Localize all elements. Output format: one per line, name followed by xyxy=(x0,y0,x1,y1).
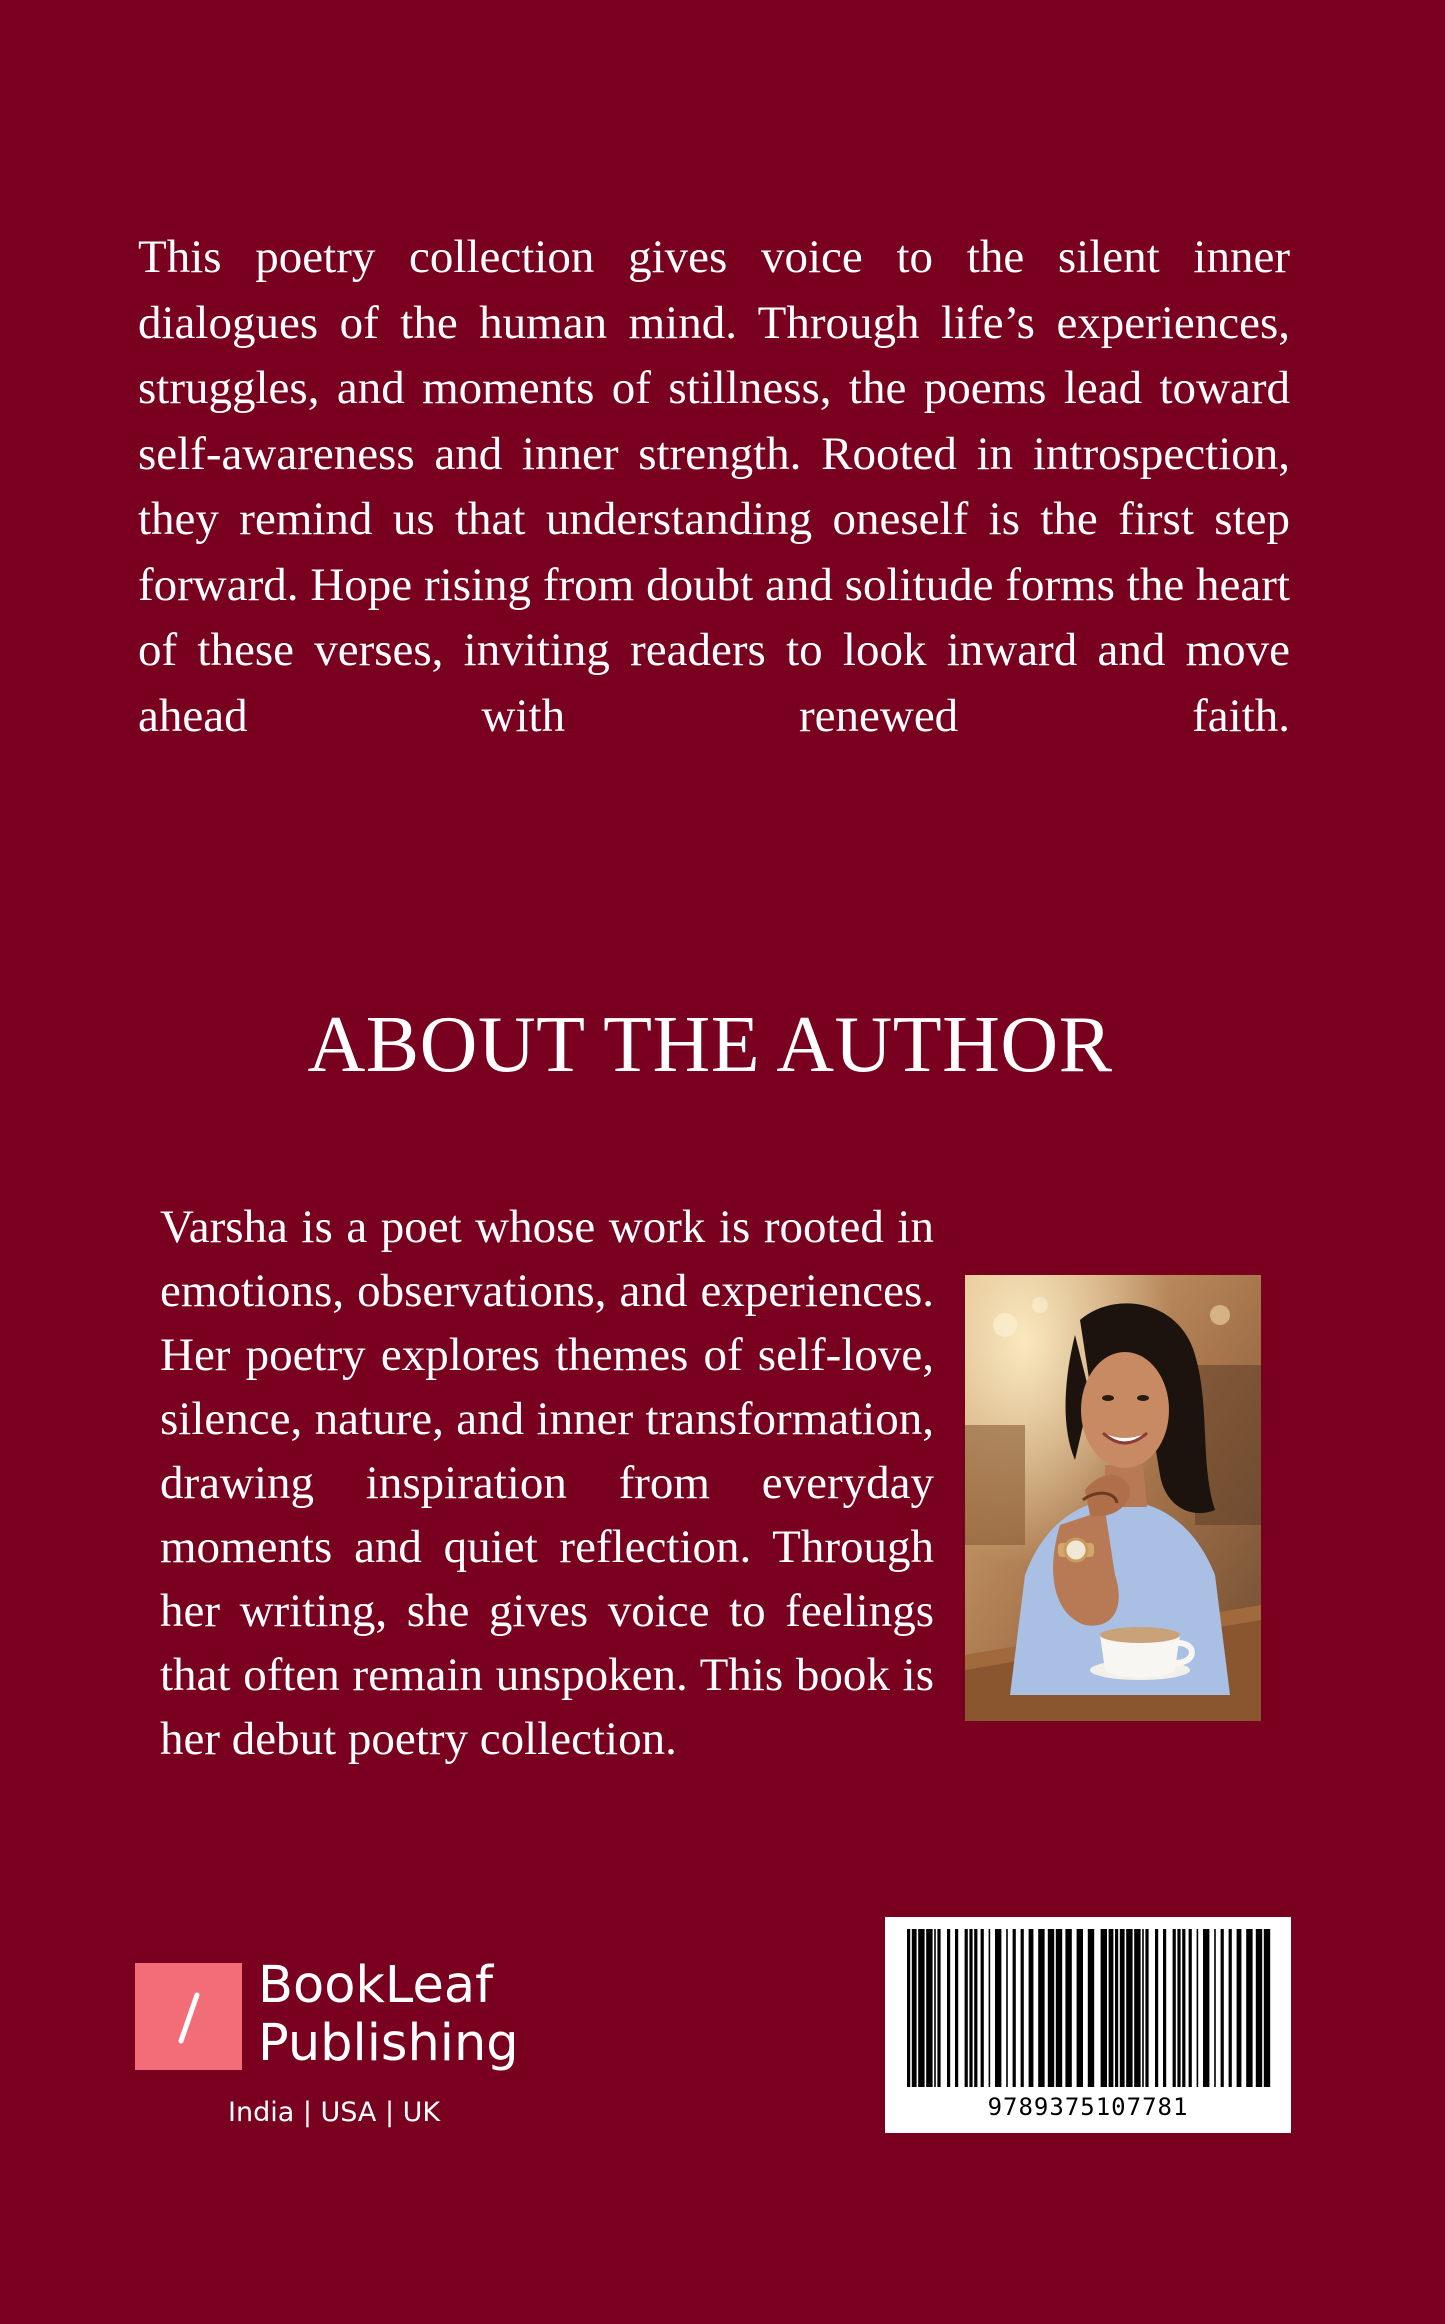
barcode-bar xyxy=(1088,1929,1094,2087)
author-bio: Varsha is a poet whose work is rooted in emotions, observations, and experiences. Her poetry explores themes of self-love, silence, nature, and inner transformation, drawing inspiration from everyday moments and quiet reflection. Through her writing, she gives voice to feelings that often remain unspoken. This book is her debut poetry collection. xyxy=(160,1201,934,1765)
publisher-name xyxy=(258,1957,519,2073)
barcode-bar xyxy=(969,1929,972,2087)
barcode-bar xyxy=(1214,1929,1216,2087)
barcode-bar xyxy=(926,1929,932,2087)
barcode-bar xyxy=(1109,1929,1114,2087)
barcode-bar xyxy=(1177,1929,1180,2087)
barcode-bar xyxy=(1126,1929,1132,2087)
barcode-bar xyxy=(1134,1929,1140,2087)
barcode-bar xyxy=(912,1929,917,2087)
barcode-bar xyxy=(1142,1929,1144,2087)
barcode-bar xyxy=(981,1929,984,2087)
barcode-bar xyxy=(989,1929,991,2087)
publisher-logo xyxy=(135,1956,555,2133)
barcode-bar xyxy=(1237,1929,1242,2087)
barcode-bar xyxy=(934,1929,936,2087)
isbn-number: 9789375107781 xyxy=(987,2093,1189,2121)
barcode-bar xyxy=(1006,1929,1008,2087)
barcode-bar xyxy=(907,1929,910,2087)
barcode-bar xyxy=(1065,1929,1071,2087)
slash-icon xyxy=(135,1963,242,2070)
barcode-bar xyxy=(1221,1929,1224,2087)
barcode-bar xyxy=(1246,1929,1252,2087)
barcode-bar xyxy=(1203,1929,1209,2087)
barcode-bar xyxy=(1197,1929,1199,2087)
barcode-bar xyxy=(1115,1929,1118,2087)
barcode-bar xyxy=(1182,1929,1185,2087)
barcode-bar xyxy=(1056,1929,1062,2087)
barcode-bar xyxy=(1264,1929,1270,2087)
barcode-bars xyxy=(885,1917,1291,2097)
about-author-heading: ABOUT THE AUTHOR xyxy=(307,1001,1113,1089)
barcode-bar xyxy=(955,1929,958,2087)
barcode-bar xyxy=(1256,1929,1262,2087)
publisher-name-line1: BookLeaf xyxy=(258,1956,494,2015)
barcode-bar xyxy=(1155,1929,1158,2087)
barcode-bar xyxy=(1029,1929,1034,2087)
barcode-bar xyxy=(974,1929,977,2087)
author-photo xyxy=(965,1275,1261,1721)
barcode-bar xyxy=(918,1929,924,2087)
barcode-bar xyxy=(995,1929,1001,2087)
publisher-name-line2: Publishing xyxy=(258,2014,519,2073)
barcode-bar xyxy=(947,1929,950,2087)
back-cover-blurb: This poetry collection gives voice to the silent inner dialogues of the human mind. Through life’s experiences, struggles, and moments of stillness, the poems lead toward self-awareness and inner strength. Rooted in introspection, they remind us that understanding oneself is the first step forward. Hope rising from doubt and solitude forms the heart of these verses, inviting readers to look inward and move ahead with renewed faith. xyxy=(138,231,1290,742)
barcode-bar xyxy=(1077,1929,1083,2087)
barcode-bar xyxy=(1038,1929,1044,2087)
barcode-bar xyxy=(1145,1929,1148,2087)
barcode-bar xyxy=(1229,1929,1232,2087)
barcode-bar xyxy=(1189,1929,1192,2087)
barcode-bar xyxy=(1173,1929,1176,2087)
barcode-bar xyxy=(1048,1929,1054,2087)
publisher-regions: India | USA | UK xyxy=(228,2097,441,2128)
barcode-bar xyxy=(1120,1929,1125,2087)
barcode-bar xyxy=(1101,1929,1107,2087)
barcode-bar xyxy=(1021,1929,1024,2087)
barcode-bar xyxy=(965,1929,968,2087)
barcode-bar xyxy=(937,1929,940,2087)
barcode-bar xyxy=(1013,1929,1016,2087)
isbn-barcode xyxy=(885,1917,1291,2133)
barcode-bar xyxy=(1163,1929,1166,2087)
